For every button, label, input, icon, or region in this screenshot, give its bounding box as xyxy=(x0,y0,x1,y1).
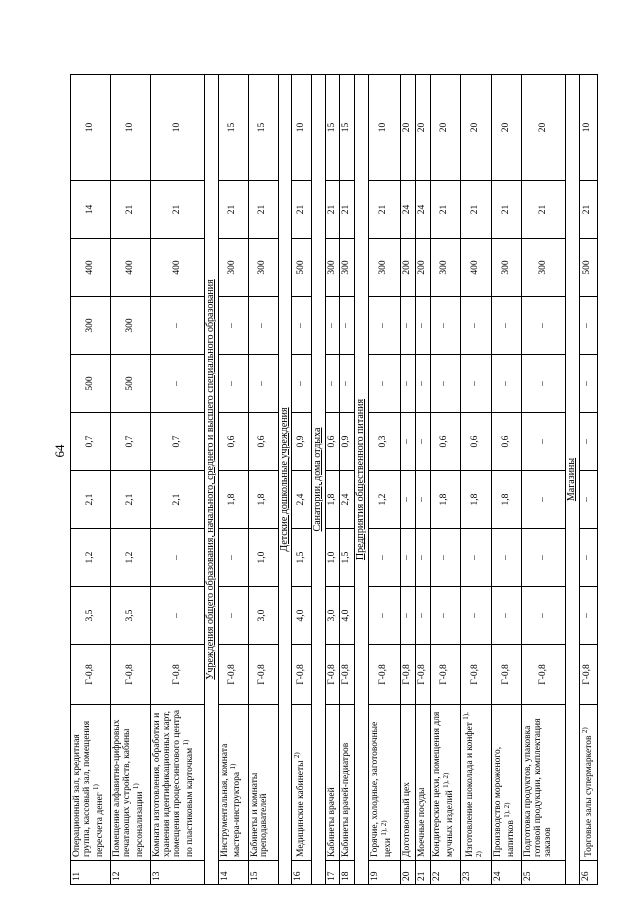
value-cell: – xyxy=(248,355,278,413)
room-name-text: Комната изготовления, обработки и хранения идентификационных карт, помещения процессингового центра по пластиковым карточкам xyxy=(152,709,196,857)
room-name xyxy=(292,705,312,861)
value-cell: – xyxy=(579,471,597,529)
value-cell: – xyxy=(522,355,566,413)
row-number: 17 xyxy=(325,861,340,885)
value-cell: Г-0,8 xyxy=(492,645,522,705)
row-number: 26 xyxy=(579,861,597,885)
value-cell: 3,0 xyxy=(325,587,340,645)
room-name-text: Подготовка продуктов, упаковка готовой продукции, комплектация заказов xyxy=(523,718,554,857)
value-cell: 0,6 xyxy=(218,413,248,471)
value-cell: – xyxy=(415,355,430,413)
value-cell: – xyxy=(400,413,415,471)
value-cell: 500 xyxy=(579,239,597,297)
value-cell: – xyxy=(218,587,248,645)
value-cell: 300 xyxy=(340,239,355,297)
room-name xyxy=(111,705,151,861)
value-cell: 21 xyxy=(111,181,151,239)
value-cell: – xyxy=(430,587,460,645)
value-cell: 15 xyxy=(248,75,278,181)
value-cell: – xyxy=(522,587,566,645)
value-cell: 15 xyxy=(325,75,340,181)
value-cell: 10 xyxy=(368,75,400,181)
value-cell: 15 xyxy=(340,75,355,181)
value-cell: 300 xyxy=(71,297,111,355)
value-cell: – xyxy=(218,529,248,587)
value-cell: – xyxy=(460,587,491,645)
section-row xyxy=(355,75,369,885)
value-cell: – xyxy=(218,355,248,413)
value-cell: 0,6 xyxy=(430,413,460,471)
value-cell: 0,9 xyxy=(292,413,312,471)
value-cell: – xyxy=(492,587,522,645)
row-number: 11 xyxy=(71,861,111,885)
room-name-text: Кабинеты врачей xyxy=(326,787,337,857)
room-name xyxy=(248,705,278,861)
value-cell: – xyxy=(151,587,205,645)
value-cell: 21 xyxy=(248,181,278,239)
value-cell: 1,8 xyxy=(492,471,522,529)
value-cell: Г-0,8 xyxy=(579,645,597,705)
value-cell: 2,1 xyxy=(111,471,151,529)
value-cell: 1,8 xyxy=(248,471,278,529)
table-row xyxy=(415,75,430,885)
value-cell: – xyxy=(579,297,597,355)
value-cell: – xyxy=(400,529,415,587)
value-cell: 200 xyxy=(400,239,415,297)
value-cell: 400 xyxy=(71,239,111,297)
value-cell: 21 xyxy=(460,181,491,239)
value-cell: 24 xyxy=(415,181,430,239)
value-cell: 2,1 xyxy=(151,471,205,529)
value-cell: 400 xyxy=(151,239,205,297)
room-name-text: Кондитерские цехи, помещения для мучных изделий xyxy=(431,711,455,857)
room-name-text: Горячие, холодные, заготовочные цехи xyxy=(369,721,394,857)
table-row xyxy=(460,75,491,885)
value-cell: 0,7 xyxy=(151,413,205,471)
row-number: 14 xyxy=(218,861,248,885)
row-number: 13 xyxy=(151,861,205,885)
value-cell: 10 xyxy=(579,75,597,181)
value-cell: – xyxy=(400,297,415,355)
room-name-text: Кабинеты и комнаты преподавателей xyxy=(249,772,270,857)
value-cell: – xyxy=(292,297,312,355)
value-cell: 300 xyxy=(248,239,278,297)
value-cell: 0,9 xyxy=(340,413,355,471)
row-number: 20 xyxy=(400,861,415,885)
table-row xyxy=(492,75,522,885)
value-cell: 1,8 xyxy=(430,471,460,529)
value-cell: 200 xyxy=(415,239,430,297)
value-cell: – xyxy=(460,297,491,355)
value-cell: 21 xyxy=(340,181,355,239)
lighting-norms-table xyxy=(70,74,598,885)
row-number: 23 xyxy=(460,861,491,885)
footnote-marker: 2) xyxy=(293,752,301,759)
value-cell: 21 xyxy=(492,181,522,239)
room-name xyxy=(218,705,248,861)
footnote-marker: 1), 2) xyxy=(461,712,483,857)
value-cell: – xyxy=(415,297,430,355)
value-cell: 10 xyxy=(151,75,205,181)
value-cell: Г-0,8 xyxy=(111,645,151,705)
value-cell: – xyxy=(325,297,340,355)
row-number: 22 xyxy=(430,861,460,885)
value-cell: – xyxy=(400,355,415,413)
value-cell: 300 xyxy=(492,239,522,297)
value-cell: 10 xyxy=(111,75,151,181)
table-row xyxy=(248,75,278,885)
row-number: 15 xyxy=(248,861,278,885)
value-cell: 3,0 xyxy=(248,587,278,645)
section-title: Предприятия общественного питания xyxy=(355,75,369,885)
value-cell: 1,0 xyxy=(248,529,278,587)
value-cell: – xyxy=(460,355,491,413)
footnote-marker: 1) xyxy=(91,784,100,790)
value-cell: 2,4 xyxy=(292,471,312,529)
table-row xyxy=(400,75,415,885)
room-name xyxy=(522,705,566,861)
value-cell: 300 xyxy=(218,239,248,297)
page-number: 64 xyxy=(52,444,67,458)
value-cell: 10 xyxy=(71,75,111,181)
value-cell: 500 xyxy=(71,355,111,413)
row-number: 24 xyxy=(492,861,522,885)
room-name-text: Операционный зал, кредитная группа, кассовый зал, помещения пересчета денег xyxy=(72,720,106,857)
value-cell: 1,8 xyxy=(460,471,491,529)
value-cell: – xyxy=(368,355,400,413)
room-name-text: Помещение алфавитно-цифровых печатающих устройств, кабины персонализации xyxy=(112,719,146,857)
room-name xyxy=(325,705,340,861)
table-row xyxy=(368,75,400,885)
footnote-marker: 1), 2) xyxy=(379,820,388,836)
value-cell: Г-0,8 xyxy=(400,645,415,705)
value-cell: 0,6 xyxy=(248,413,278,471)
value-cell: – xyxy=(415,587,430,645)
value-cell: 24 xyxy=(400,181,415,239)
section-row xyxy=(205,75,219,885)
section-title: Санатории, дома отдыха xyxy=(312,75,326,885)
value-cell: Г-0,8 xyxy=(522,645,566,705)
value-cell: 21 xyxy=(430,181,460,239)
value-cell: – xyxy=(368,587,400,645)
value-cell: – xyxy=(151,355,205,413)
value-cell: – xyxy=(292,355,312,413)
value-cell: – xyxy=(522,297,566,355)
room-name-text: Кабинеты врачей-педиатров xyxy=(341,742,352,857)
value-cell: 500 xyxy=(111,355,151,413)
room-name xyxy=(340,705,355,861)
value-cell: 400 xyxy=(111,239,151,297)
value-cell: – xyxy=(522,471,566,529)
row-number: 19 xyxy=(368,861,400,885)
section-title: Учреждения общего образования, начального, среднего и высшего специального образования xyxy=(205,75,219,885)
footnote-marker: 1), 2) xyxy=(441,772,450,788)
value-cell: – xyxy=(340,355,355,413)
value-cell: Г-0,8 xyxy=(71,645,111,705)
value-cell: 20 xyxy=(492,75,522,181)
value-cell: 1,2 xyxy=(111,529,151,587)
room-name-text: Доготовочный цех xyxy=(401,782,412,857)
value-cell: 15 xyxy=(218,75,248,181)
row-number: 16 xyxy=(292,861,312,885)
value-cell: 21 xyxy=(368,181,400,239)
value-cell: 1,5 xyxy=(292,529,312,587)
value-cell: 3,5 xyxy=(111,587,151,645)
room-name-text: Производство мороженого, напитков xyxy=(493,746,517,857)
room-name-text: Торговые залы супермаркетов xyxy=(583,735,594,857)
value-cell: Г-0,8 xyxy=(430,645,460,705)
value-cell: Г-0,8 xyxy=(325,645,340,705)
value-cell: – xyxy=(579,355,597,413)
value-cell: 20 xyxy=(430,75,460,181)
value-cell: 21 xyxy=(151,181,205,239)
value-cell: 20 xyxy=(415,75,430,181)
value-cell: 20 xyxy=(522,75,566,181)
room-name xyxy=(400,705,415,861)
value-cell: – xyxy=(522,529,566,587)
value-cell: Г-0,8 xyxy=(151,645,205,705)
table-row xyxy=(522,75,566,885)
value-cell: 500 xyxy=(292,239,312,297)
value-cell: 20 xyxy=(460,75,491,181)
value-cell: – xyxy=(492,355,522,413)
row-number: 21 xyxy=(415,861,430,885)
value-cell: – xyxy=(400,471,415,529)
value-cell: Г-0,8 xyxy=(218,645,248,705)
room-name xyxy=(579,705,597,861)
footnote-marker: 1), 2) xyxy=(503,802,512,818)
value-cell: – xyxy=(325,355,340,413)
value-cell: – xyxy=(368,529,400,587)
table-row xyxy=(218,75,248,885)
table-row xyxy=(71,75,111,885)
room-name xyxy=(430,705,460,861)
value-cell: Г-0,8 xyxy=(460,645,491,705)
value-cell: 21 xyxy=(218,181,248,239)
value-cell: – xyxy=(579,413,597,471)
table-row xyxy=(325,75,340,885)
value-cell: – xyxy=(579,587,597,645)
value-cell: 1,8 xyxy=(325,471,340,529)
value-cell: 1,0 xyxy=(325,529,340,587)
value-cell: – xyxy=(400,587,415,645)
value-cell: – xyxy=(368,297,400,355)
value-cell: 0,3 xyxy=(368,413,400,471)
value-cell: 400 xyxy=(460,239,491,297)
value-cell: – xyxy=(415,529,430,587)
value-cell: 0,7 xyxy=(71,413,111,471)
footnote-marker: 1) xyxy=(131,783,140,790)
row-number: 25 xyxy=(522,861,566,885)
value-cell: 2,1 xyxy=(71,471,111,529)
row-number: 18 xyxy=(340,861,355,885)
value-cell: 3,5 xyxy=(71,587,111,645)
room-name xyxy=(151,705,205,861)
value-cell: – xyxy=(492,297,522,355)
value-cell: 2,4 xyxy=(340,471,355,529)
table-body xyxy=(71,75,598,885)
value-cell: Г-0,8 xyxy=(415,645,430,705)
value-cell: – xyxy=(579,529,597,587)
room-name xyxy=(492,705,522,861)
value-cell: 1,2 xyxy=(368,471,400,529)
value-cell: – xyxy=(460,529,491,587)
footnote-marker: 1) xyxy=(229,763,238,770)
section-row xyxy=(278,75,292,885)
room-name-text: Инструментальная, комната мастера-инструктора xyxy=(219,743,243,857)
value-cell: 300 xyxy=(325,239,340,297)
value-cell: 1,5 xyxy=(340,529,355,587)
value-cell: 21 xyxy=(292,181,312,239)
value-cell: – xyxy=(492,529,522,587)
value-cell: Г-0,8 xyxy=(340,645,355,705)
value-cell: 300 xyxy=(111,297,151,355)
value-cell: 1,2 xyxy=(71,529,111,587)
table-row xyxy=(151,75,205,885)
value-cell: 0,6 xyxy=(325,413,340,471)
value-cell: 300 xyxy=(430,239,460,297)
value-cell: – xyxy=(248,297,278,355)
value-cell: – xyxy=(430,529,460,587)
value-cell: 21 xyxy=(522,181,566,239)
value-cell: 21 xyxy=(579,181,597,239)
value-cell: 1,8 xyxy=(218,471,248,529)
value-cell: 4,0 xyxy=(292,587,312,645)
value-cell: – xyxy=(340,297,355,355)
section-title: Детские дошкольные учреждения xyxy=(278,75,292,885)
value-cell: 10 xyxy=(292,75,312,181)
value-cell: 0,6 xyxy=(492,413,522,471)
value-cell: – xyxy=(218,297,248,355)
value-cell: Г-0,8 xyxy=(368,645,400,705)
table-row xyxy=(340,75,355,885)
footnote-marker: 1) xyxy=(181,739,190,746)
room-name xyxy=(368,705,400,861)
value-cell: Г-0,8 xyxy=(292,645,312,705)
value-cell: – xyxy=(151,297,205,355)
row-number: 12 xyxy=(111,861,151,885)
value-cell: – xyxy=(430,297,460,355)
rotated-table-sheet xyxy=(70,75,594,885)
room-name xyxy=(415,705,430,861)
room-name xyxy=(460,705,491,861)
room-name xyxy=(71,705,111,861)
value-cell: – xyxy=(430,355,460,413)
table-row xyxy=(111,75,151,885)
value-cell: 300 xyxy=(368,239,400,297)
table-row xyxy=(430,75,460,885)
value-cell: 0,6 xyxy=(460,413,491,471)
value-cell: 4,0 xyxy=(340,587,355,645)
value-cell: 20 xyxy=(400,75,415,181)
value-cell: 14 xyxy=(71,181,111,239)
value-cell: – xyxy=(415,413,430,471)
value-cell: 21 xyxy=(325,181,340,239)
value-cell: Г-0,8 xyxy=(248,645,278,705)
section-row xyxy=(312,75,326,885)
room-name-text: Моечные посуды xyxy=(416,787,427,857)
table-row xyxy=(579,75,597,885)
value-cell: – xyxy=(522,413,566,471)
footnote-marker: 2) xyxy=(580,727,589,734)
value-cell: – xyxy=(415,471,430,529)
room-name-text: Изготовление шоколада и конфет xyxy=(465,722,476,857)
value-cell: 0,7 xyxy=(111,413,151,471)
value-cell: – xyxy=(151,529,205,587)
section-title: Магазины xyxy=(566,75,580,885)
section-row xyxy=(566,75,580,885)
room-name-text: Медицинские кабинеты xyxy=(296,760,307,857)
value-cell: 300 xyxy=(522,239,566,297)
table-row xyxy=(292,75,312,885)
